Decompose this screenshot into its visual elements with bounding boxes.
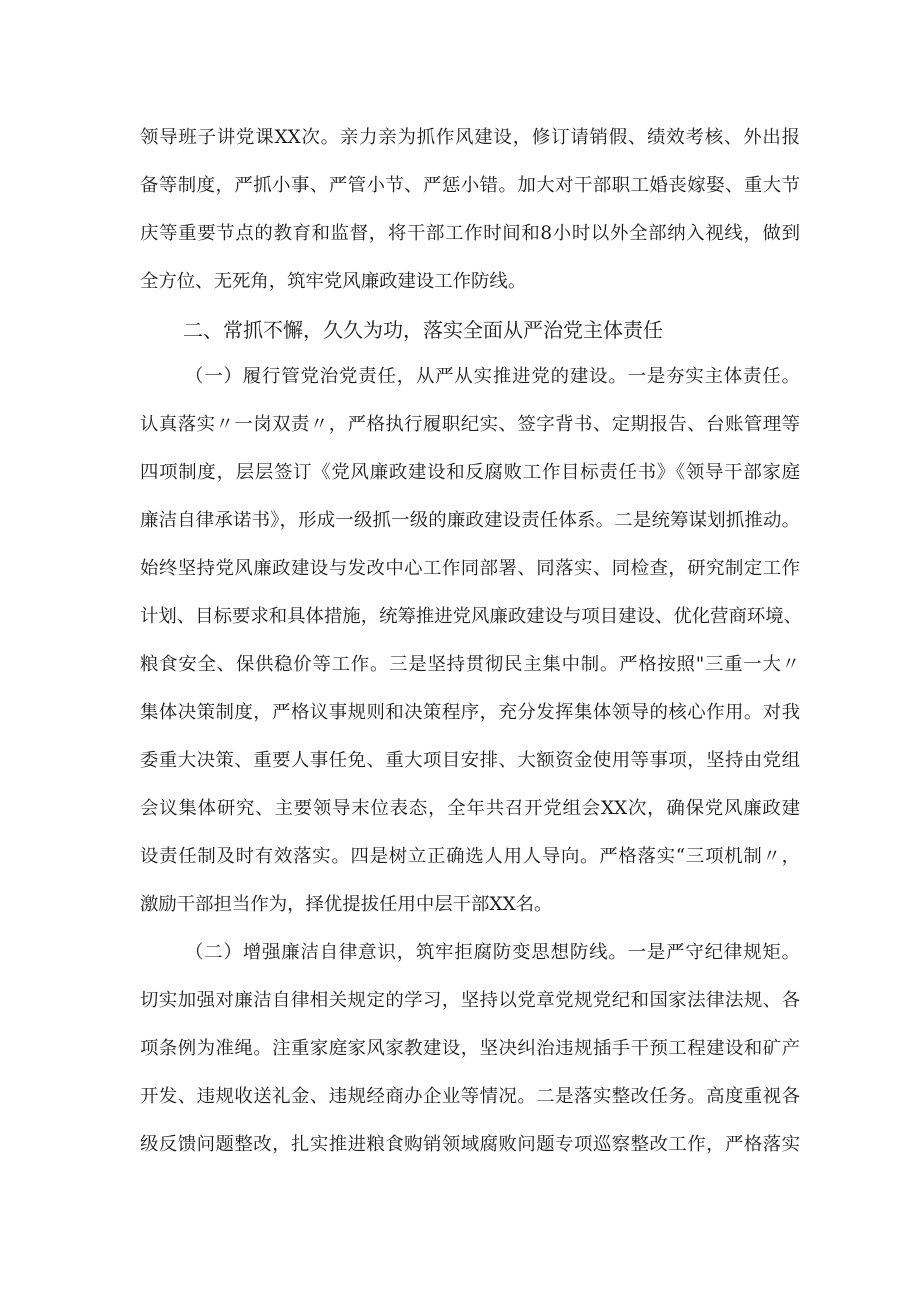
- paragraph-2-line-11: 设责任制及时有效落实。四是树立正确选人用人导向。严格落实“三项机制〃，: [140, 846, 800, 867]
- paragraph-2-line-10: 会议集体研究、主要领导末位表态，全年共召开党组会XX次，确保党风廉政建: [140, 798, 800, 819]
- paragraph-1-line-4: 全方位、无死角，筑牢党风廉政建设工作防线。: [140, 271, 527, 292]
- paragraph-1-line-1: 领导班子讲党课XX次。亲力亲为抓作风建设，修订请销假、绩效考核、外出报: [140, 127, 800, 148]
- paragraph-2-line-3: 四项制度，层层签订《党风廉政建设和反腐败工作目标责任书》《领导干部家庭: [140, 462, 800, 483]
- paragraph-2-line-12: 激励干部担当作为，择优提拔任用中层干部XX名。: [140, 894, 553, 915]
- paragraph-2-line-7: 粮食安全、保供稳价等工作。三是坚持贯彻民主集中制。严格按照"三重一大〃: [140, 654, 800, 675]
- paragraph-2-line-9: 委重大决策、重要人事任免、重大项目安排、大额资金使用等事项，坚持由党组: [140, 750, 800, 771]
- paragraph-2-line-6: 计划、目标要求和具体措施，统筹推进党风廉政建设与项目建设、优化营商环境、: [140, 606, 803, 627]
- paragraph-2-line-8: 集体决策制度，严格议事规则和决策程序，充分发挥集体领导的核心作用。对我: [140, 702, 800, 723]
- section-heading: 二、常抓不懈，久久为功，落实全面从严治党主体责任: [183, 318, 663, 342]
- paragraph-1-line-3: 庆等重要节点的教育和监督，将干部工作时间和8小时以外全部纳入视线，做到: [140, 223, 800, 244]
- paragraph-3-line-3: 项条例为准绳。注重家庭家风家教建设，坚决纠治违规插手干预工程建设和矿产: [140, 1038, 800, 1059]
- paragraph-1-line-2: 备等制度，严抓小事、严管小节、严惩小错。加大对干部职工婚丧嫁娶、重大节: [140, 175, 800, 196]
- paragraph-3-line-4: 开发、违规收送礼金、违规经商办企业等情况。二是落实整改任务。高度重视各: [140, 1086, 800, 1107]
- paragraph-2-line-1: （一）履行管党治党责任，从严从实推进党的建设。一是夯实主体责任。: [185, 366, 800, 387]
- paragraph-2-line-4: 廉洁自律承诺书》，形成一级抓一级的廉政建设责任体系。二是统筹谋划抓推动。: [140, 510, 800, 531]
- paragraph-3-line-1: （二）增强廉洁自律意识，筑牢拒腐防变思想防线。一是严守纪律规矩。: [185, 942, 800, 963]
- paragraph-3-line-5: 级反馈问题整改，扎实推进粮食购销领域腐败问题专项巡察整改工作，严格落实: [140, 1134, 800, 1155]
- paragraph-2-line-5: 始终坚持党风廉政建设与发改中心工作同部署、同落实、同检查，研究制定工作: [140, 558, 800, 579]
- paragraph-2-line-2: 认真落实〃一岗双责〃，严格执行履职纪实、签字背书、定期报告、台账管理等: [140, 414, 800, 435]
- paragraph-3-line-2: 切实加强对廉洁自律相关规定的学习，坚持以党章党规党纪和国家法律法规、各: [140, 990, 800, 1011]
